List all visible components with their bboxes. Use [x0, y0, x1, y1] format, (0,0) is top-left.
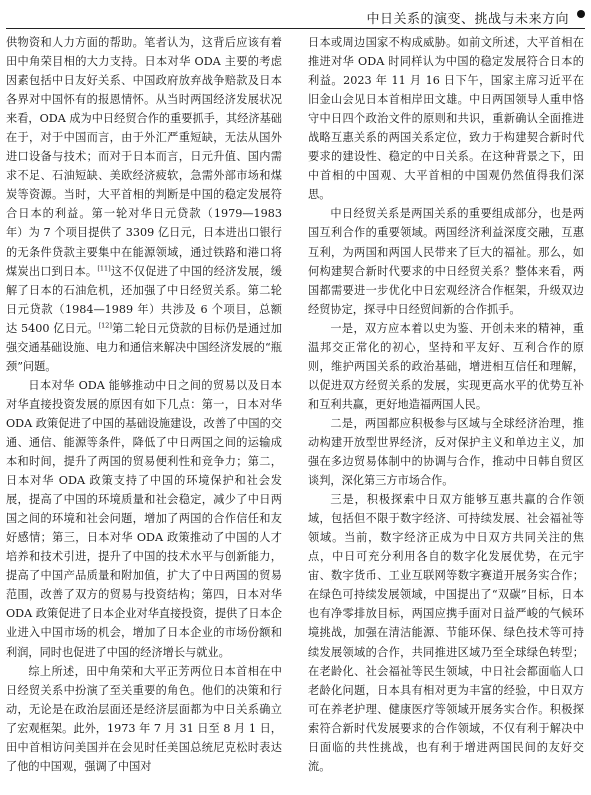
paragraph: 二是，两国都应积极参与区域与全球经济治理，推动构建开放型世界经济，反对保护主义和单边主义，加强在多边贸易体制中的协调与合作，推动中日韩自贸区谈判，深化第三方市场合作。 — [308, 416, 584, 488]
paragraph — [6, 33, 282, 376]
paragraph: 一是，双方应本着以史为鉴、开创未来的精神，重温邦交正常化的初心，坚持和平友好、互利合作的原则，维护两国关系的政治基础，增进相互信任和理解，以促进双方经贸关系的发展，实现更高水平的优势互补和互利共赢，更好地造福两国人民。 — [308, 321, 584, 411]
citation-ref: [11] — [97, 263, 111, 272]
left-column — [6, 33, 282, 776]
header-rule — [6, 28, 585, 29]
paragraph: 中日经贸关系是两国关系的重要组成部分，也是两国互利合作的重要领域。两国经济利益深度交融，互惠互利，为两国和两国人民带来了巨大的福祉。那么，如何构建契合新时代要求的中日经贸关系？整体来看，两国都需要进一步优化中日宏观经济合作框架，升级双边经贸协定，探寻中日经贸间新的合作抓手。 — [308, 207, 584, 316]
paragraph-text: 第二轮日元贷款的目标仍是通过加强交通基础设施、电力和通信来解决中国经济发展的“瓶颈”问题。 — [6, 321, 282, 373]
paragraph: 日本对华 ODA 能够推动中日之间的贸易以及日本对华直接投资发展的原因有如下几点：第一，日本对华 ODA 政策促进了中国的基础设施建设，改善了中国的交通、通信、能源等条件，降低了中日两国之间的运输成本和时间，提升了两国的贸易便利性和竞争力；第二，日本对华 ODA 政策支持了中国的环境保护和社会发展，提高了中国的环境质量和社会稳定，减少了中日两国之间的环境和社会问题，增加了两国的合作信任和友好感情；第三，日本对华 ODA 政策推动了中国的人才培养和技术引进，提升了中国的技术水平与创新能力，提高了中国产品质量和附加值，扩大了中日两国的贸易范围，改善了双方的贸易与投资结构；第四，日本对华 ODA 政策促进了日本企业对华直接投资，提供了日本企业进入中国市场的机会，增加了日本企业的市场份额和利润，同时也促进了中国的经济增长与就业。 — [6, 378, 282, 659]
right-column — [308, 33, 584, 776]
paragraph: 日本或周边国家不构成威胁。如前文所述，大平首相在推进对华 ODA 时同样认为中国的稳定发展符合日本的利益。2023 年 11 月 16 日下午，国家主席习近平在旧金山会见日本首相岸田文雄。中日两国领导人重申恪守中日四个政治文件的原则和共识，重新确认全面推进战略互惠关系的两国关系定位，致力于构建契合新时代要求的建设性、稳定的中日关系。在这种背景之下，田中首相的中国观、大平首相的中国观仍然值得我们深思。 — [308, 36, 584, 202]
citation-ref: [12] — [98, 320, 112, 329]
header-dot-icon — [577, 10, 585, 18]
running-header — [0, 0, 591, 30]
paragraph: 三是，积极探索中日双方能够互惠共赢的合作领域，包括但不限于数字经济、可持续发展、社会福祉等领域。当前，数字经济正成为中日双方共同关注的焦点，中日可充分利用各自的数字化发展优势，在元宇宙、数字货币、工业互联网等数字赛道开展务实合作；在绿色可持续发展领域，中国提出了“双碳”目标，日本也有净零排放目标，两国应携手面对日益严峻的气候环境挑战，加强在清洁能源、节能环保、绿色技术等可持续发展领域的合作，共同推进区域乃至全球绿色转型；在老龄化、社会福祉等民生领域，中日社会都面临人口老龄化问题，日本具有相对更为丰富的经验，中日双方可在养老护理、健康医疗等领域开展务实合作。积极探索符合新时代发展要求的合作领域，不仅有利于解决中日面临的共性挑战，也有利于增进两国民间的友好交流。 — [308, 493, 584, 773]
paragraph-text: 供物资和人力方面的帮助。笔者认为，这背后应该有着田中角荣目相的大力支持。日本对华 ODA 主要的考虑因素包括中日友好关系、中国政府放弃战争赔款及日本各界对中国怀有的报恩情怀。从当时两国经济发展状况来看，ODA 成为中日经贸合作的重要抓手，其经济基础在于，对于中国而言，由于外汇严重短缺，无法从国外进口设备与技术；而对于日本而言，日元升值、国内需求不足、石油短缺、美欧经济疲软，急需外部市场和煤炭等资源。当时，大平首相的判断是中国的稳定发展符合日本的利益。第一轮对华日元贷款（1979—1983 年）为 7 个项目提供了 3309 亿日元，日本进出口银行的无条件贷款主要集中在能源领域，通过铁路和港口将煤炭出口到日本。 — [6, 36, 282, 278]
running-header-title: 中日关系的演变、挑战与未来方向 — [366, 12, 569, 27]
paragraph-text: 这不仅促进了中国的经济发展，缓解了日本的石油危机，还加强了中日经贸关系。第二轮日元贷款（1984—1989 年）共涉及 6 个项目，总额达 5400 亿日元。 — [6, 264, 282, 335]
paragraph: 综上所述，田中角荣和大平正芳两位日本首相在中日经贸关系中扮演了至关重要的角色。他们的决策和行动，无论是在政治层面还是经济层面都为中日关系确立了宏观框架。此外，1973 年 7 月 31 日至 8 月 1 日，田中首相访问美国并在会见时任美国总统尼克松时表达了他的中国观，强调了中国对 — [6, 664, 282, 773]
